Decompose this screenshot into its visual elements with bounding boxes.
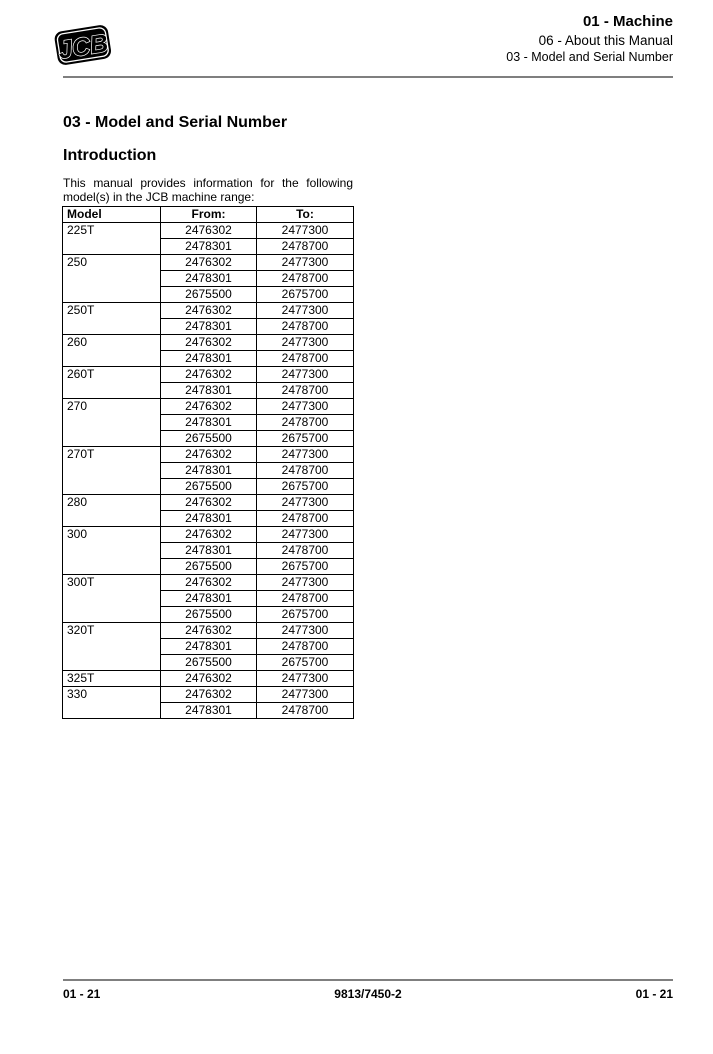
intro-heading: Introduction: [63, 147, 157, 164]
serial-to-cell: 2477300: [257, 447, 354, 463]
table-row: [63, 335, 354, 351]
serial-from-cell: 2476302: [161, 671, 257, 687]
model-cell: 225T: [63, 223, 161, 255]
serial-to-cell: 2478700: [257, 543, 354, 559]
serial-to-cell: 2477300: [257, 399, 354, 415]
serial-to-cell: 2478700: [257, 703, 354, 719]
table-row: [63, 495, 354, 511]
column-header-model: Model: [63, 207, 161, 223]
jcb-logo-icon: [48, 18, 118, 74]
model-cell: 300T: [63, 575, 161, 623]
model-cell: 260T: [63, 367, 161, 399]
serial-from-cell: 2478301: [161, 639, 257, 655]
serial-from-cell: 2478301: [161, 383, 257, 399]
serial-to-cell: 2477300: [257, 495, 354, 511]
column-header-to: To:: [257, 207, 354, 223]
footer-page-number-left: 01 - 21: [63, 987, 101, 1001]
serial-to-cell: 2478700: [257, 239, 354, 255]
serial-to-cell: 2477300: [257, 335, 354, 351]
footer-page-number-right: 01 - 21: [635, 987, 673, 1001]
serial-from-cell: 2476302: [161, 495, 257, 511]
serial-from-cell: 2478301: [161, 543, 257, 559]
header-chapter: 01 - Machine: [582, 13, 673, 30]
serial-to-cell: 2478700: [257, 463, 354, 479]
serial-from-cell: 2476302: [161, 399, 257, 415]
serial-from-cell: 2478301: [161, 703, 257, 719]
serial-to-cell: 2675700: [257, 431, 354, 447]
model-cell: 280: [63, 495, 161, 527]
serial-from-cell: 2476302: [161, 367, 257, 383]
model-cell: 320T: [63, 623, 161, 671]
table-row: [63, 303, 354, 319]
model-cell: 325T: [63, 671, 161, 687]
serial-from-cell: 2675500: [161, 287, 257, 303]
page-title: 03 - Model and Serial Number: [63, 114, 288, 131]
serial-to-cell: 2675700: [257, 559, 354, 575]
model-cell: 250: [63, 255, 161, 303]
serial-from-cell: 2675500: [161, 607, 257, 623]
serial-to-cell: 2675700: [257, 287, 354, 303]
column-header-from: From:: [161, 207, 257, 223]
serial-from-cell: 2478301: [161, 415, 257, 431]
serial-from-cell: 2476302: [161, 527, 257, 543]
serial-from-cell: 2476302: [161, 303, 257, 319]
serial-from-cell: 2675500: [161, 431, 257, 447]
table-row: [63, 575, 354, 591]
jcb-logo: [48, 18, 118, 74]
jcb-logo-text: JCB: [56, 29, 111, 65]
serial-to-cell: 2478700: [257, 415, 354, 431]
serial-to-cell: 2477300: [257, 255, 354, 271]
serial-from-cell: 2476302: [161, 575, 257, 591]
serial-from-cell: 2476302: [161, 223, 257, 239]
table-row: [63, 367, 354, 383]
serial-to-cell: 2477300: [257, 527, 354, 543]
serial-to-cell: 2477300: [257, 367, 354, 383]
model-cell: 270T: [63, 447, 161, 495]
table-row: [63, 223, 354, 239]
serial-from-cell: 2476302: [161, 687, 257, 703]
header-subsection: 03 - Model and Serial Number: [506, 49, 673, 64]
table-row: [63, 671, 354, 687]
serial-from-cell: 2478301: [161, 239, 257, 255]
model-cell: 270: [63, 399, 161, 447]
table-row: [63, 447, 354, 463]
serial-from-cell: 2478301: [161, 591, 257, 607]
model-cell: 260: [63, 335, 161, 367]
table-row: [63, 687, 354, 703]
serial-from-cell: 2478301: [161, 319, 257, 335]
header-breadcrumb: [506, 13, 673, 64]
serial-to-cell: 2477300: [257, 303, 354, 319]
header-divider: [63, 76, 673, 78]
serial-from-cell: 2476302: [161, 255, 257, 271]
serial-to-cell: 2478700: [257, 591, 354, 607]
serial-from-cell: 2675500: [161, 479, 257, 495]
intro-text: This manual provides information for the following model(s) in the JCB machine range:: [63, 176, 353, 204]
serial-to-cell: 2478700: [257, 351, 354, 367]
serial-table: [62, 206, 354, 719]
table-row: [63, 623, 354, 639]
serial-to-cell: 2675700: [257, 655, 354, 671]
serial-to-cell: 2477300: [257, 687, 354, 703]
model-cell: 300: [63, 527, 161, 575]
serial-from-cell: 2675500: [161, 559, 257, 575]
serial-to-cell: 2477300: [257, 575, 354, 591]
serial-from-cell: 2478301: [161, 271, 257, 287]
serial-to-cell: 2477300: [257, 671, 354, 687]
serial-to-cell: 2478700: [257, 383, 354, 399]
serial-from-cell: 2476302: [161, 335, 257, 351]
serial-to-cell: 2478700: [257, 511, 354, 527]
footer-divider: [63, 979, 673, 981]
footer: [63, 987, 673, 1001]
footer-document-number: 9813/7450-2: [334, 987, 402, 1001]
serial-to-cell: 2477300: [257, 223, 354, 239]
serial-from-cell: 2478301: [161, 351, 257, 367]
serial-to-cell: 2478700: [257, 271, 354, 287]
serial-to-cell: 2675700: [257, 479, 354, 495]
model-cell: 250T: [63, 303, 161, 335]
serial-table-body: [63, 223, 354, 719]
table-row: [63, 399, 354, 415]
table-header-row: [63, 207, 354, 223]
serial-from-cell: 2478301: [161, 511, 257, 527]
header-section: 06 - About this Manual: [538, 32, 673, 48]
table-row: [63, 527, 354, 543]
serial-from-cell: 2476302: [161, 447, 257, 463]
table-row: [63, 255, 354, 271]
serial-from-cell: 2476302: [161, 623, 257, 639]
serial-from-cell: 2478301: [161, 463, 257, 479]
serial-to-cell: 2478700: [257, 319, 354, 335]
serial-from-cell: 2675500: [161, 655, 257, 671]
serial-to-cell: 2478700: [257, 639, 354, 655]
serial-to-cell: 2675700: [257, 607, 354, 623]
model-cell: 330: [63, 687, 161, 719]
serial-to-cell: 2477300: [257, 623, 354, 639]
